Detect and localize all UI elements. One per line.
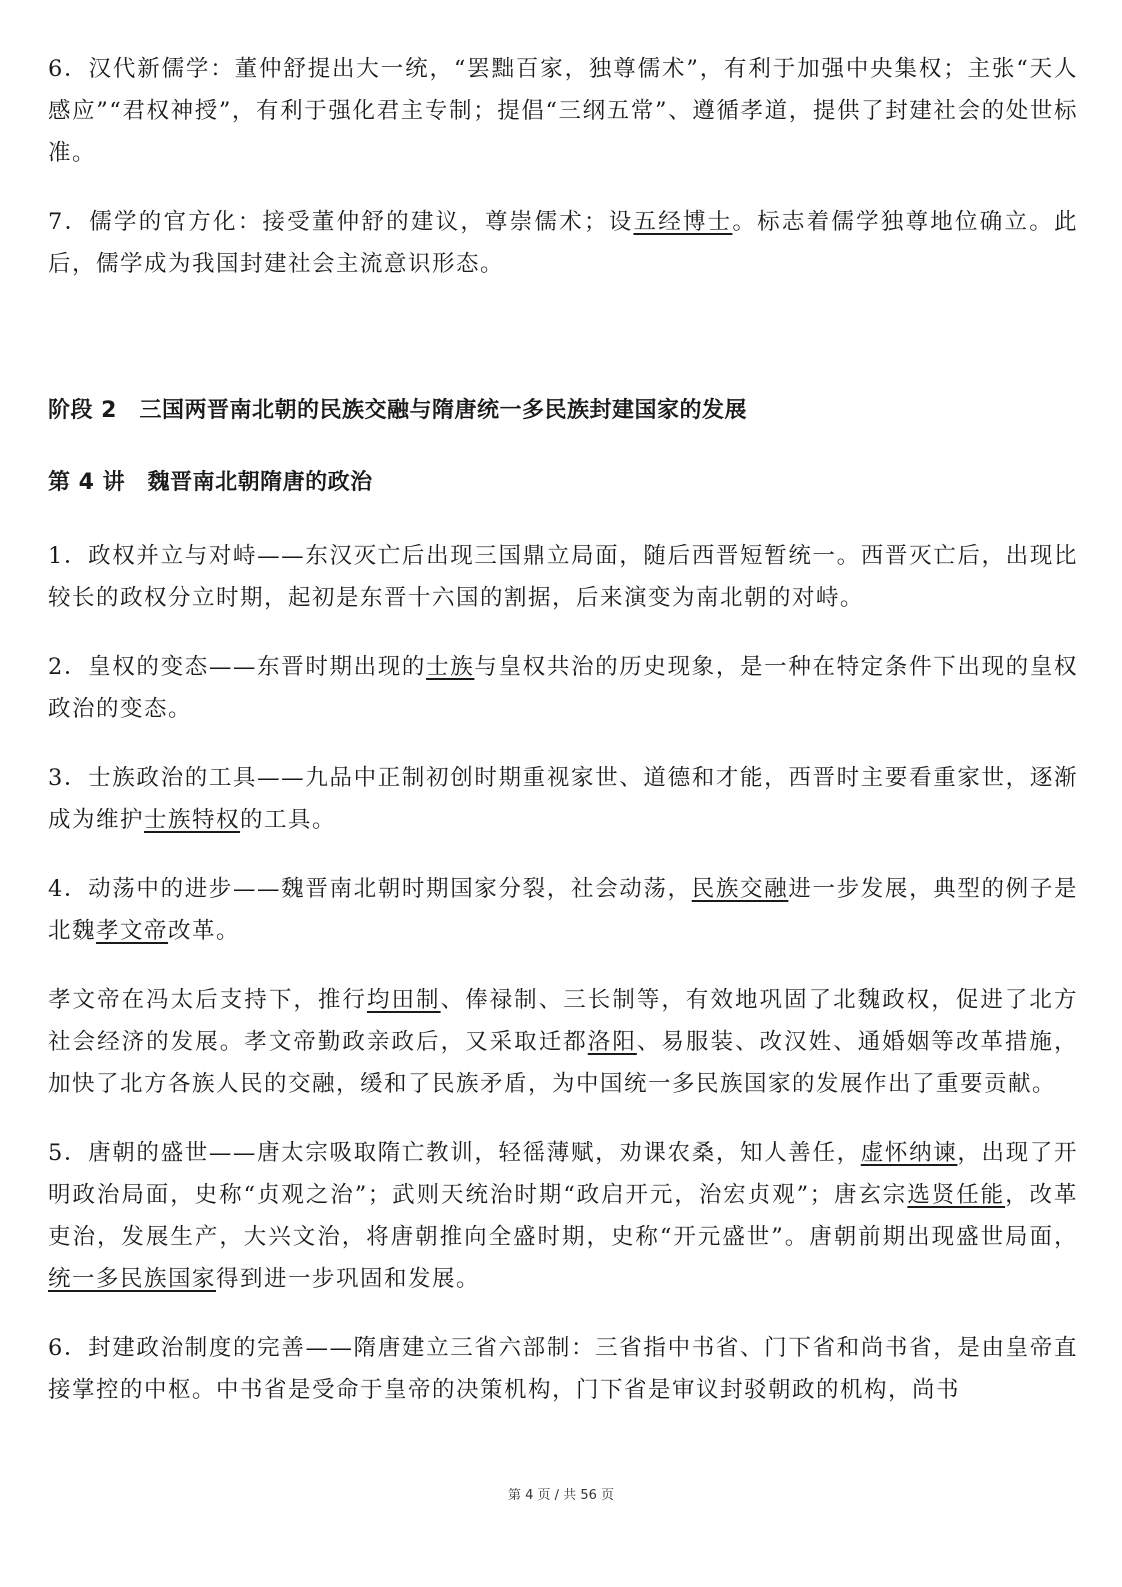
para-6-three-departments	[48, 1327, 1078, 1411]
text-segment: 进一步发展，典型的例子是北魏	[48, 876, 1078, 944]
underlined-term: 洛阳	[587, 1029, 637, 1055]
para-5-tang-prosperity	[48, 1132, 1078, 1300]
text-segment: ，改革吏治，发展生产，大兴文治，将唐朝推向全盛时期，史称“开元盛世”。唐朝前期出现盛世局面，	[48, 1182, 1078, 1250]
stage-heading	[48, 391, 1078, 431]
text-segment: 5．唐朝的盛世——唐太宗吸取隋亡教训，轻徭薄赋，劝课农桑，知人善任，	[48, 1140, 861, 1166]
para-1-regimes	[48, 535, 1078, 619]
para-7-confucian-official	[48, 201, 1078, 285]
text-segment: 2．皇权的变态——东晋时期出现的	[48, 654, 427, 680]
para-6-han-confucianism	[48, 48, 1078, 174]
text-segment: 3．士族政治的工具——九品中正制初创时期重视家世、道德和才能，西晋时主要看重家世，逐渐成为维护	[48, 765, 1078, 833]
underlined-term: 选贤任能	[907, 1182, 1006, 1208]
para-2-imperial-power	[48, 646, 1078, 730]
lecture-heading	[48, 463, 1078, 503]
underlined-term: 统一多民族国家	[48, 1266, 217, 1292]
text-segment: 6．汉代新儒学：董仲舒提出大一统，“罢黜百家，独尊儒术”，有利于加强中央集权；主张“天人感应”“君权神授”，有利于强化君主专制；提倡“三纲五常”、遵循孝道，提供了封建社会的处世标准。	[48, 56, 1078, 166]
text-segment: ，出现了开明政治局面，史称“贞观之治”；武则天统治时期“政启开元，治宏贞观”；唐玄宗	[48, 1140, 1078, 1208]
text-segment: 得到进一步巩固和发展。	[216, 1266, 481, 1292]
text-segment: 4．动荡中的进步——魏晋南北朝时期国家分裂，社会动荡，	[48, 876, 692, 902]
text-segment: 第 4 讲 魏晋南北朝隋唐的政治	[48, 470, 373, 495]
para-3-gentry-tool	[48, 757, 1078, 841]
underlined-term: 士族	[426, 654, 475, 680]
text-segment: 6．封建政治制度的完善——隋唐建立三省六部制：三省指中书省、门下省和尚书省，是由皇帝直接掌控的中枢。中书省是受命于皇帝的决策机构，门下省是审议封驳朝政的机构，尚书	[48, 1335, 1078, 1403]
page-content	[48, 48, 1078, 1438]
text-segment: 孝文帝在冯太后支持下，推行	[48, 987, 367, 1013]
text-segment: 。标志着儒学独尊地位确立。此后，儒学成为我国封建社会主流意识形态。	[48, 209, 1078, 277]
page-footer: 第 4 页 / 共 56 页	[508, 1488, 614, 1503]
text-segment: 与皇权共治的历史现象，是一种在特定条件下出现的皇权政治的变态。	[48, 654, 1078, 722]
underlined-term: 虚怀纳谏	[860, 1140, 958, 1166]
underlined-term: 民族交融	[691, 876, 789, 902]
text-segment: 阶段 2 三国两晋南北朝的民族交融与隋唐统一多民族封建国家的发展	[48, 398, 747, 423]
para-xiaowen-reform	[48, 979, 1078, 1105]
text-segment: 7．儒学的官方化：接受董仲舒的建议，尊崇儒术；设	[48, 209, 634, 235]
text-segment: 的工具。	[240, 807, 337, 833]
underlined-term: 均田制	[366, 987, 441, 1013]
text-segment: 改革。	[168, 918, 241, 944]
text-segment: 、俸禄制、三长制等，有效地巩固了北魏政权，促进了北方社会经济的发展。孝文帝勤政亲政后，又采取迁都	[48, 987, 1078, 1055]
text-segment: 、易服装、改汉姓、通婚姻等改革措施，加快了北方各族人民的交融，缓和了民族矛盾，为中国统一多民族国家的发展作出了重要贡献。	[48, 1029, 1078, 1097]
underlined-term: 五经博士	[633, 209, 733, 235]
underlined-term: 士族特权	[144, 807, 241, 833]
para-4-progress	[48, 868, 1078, 952]
text-segment: 1．政权并立与对峙——东汉灭亡后出现三国鼎立局面，随后西晋短暂统一。西晋灭亡后，出现比较长的政权分立时期，起初是东晋十六国的割据，后来演变为南北朝的对峙。	[48, 543, 1078, 611]
underlined-term: 孝文帝	[96, 918, 169, 944]
